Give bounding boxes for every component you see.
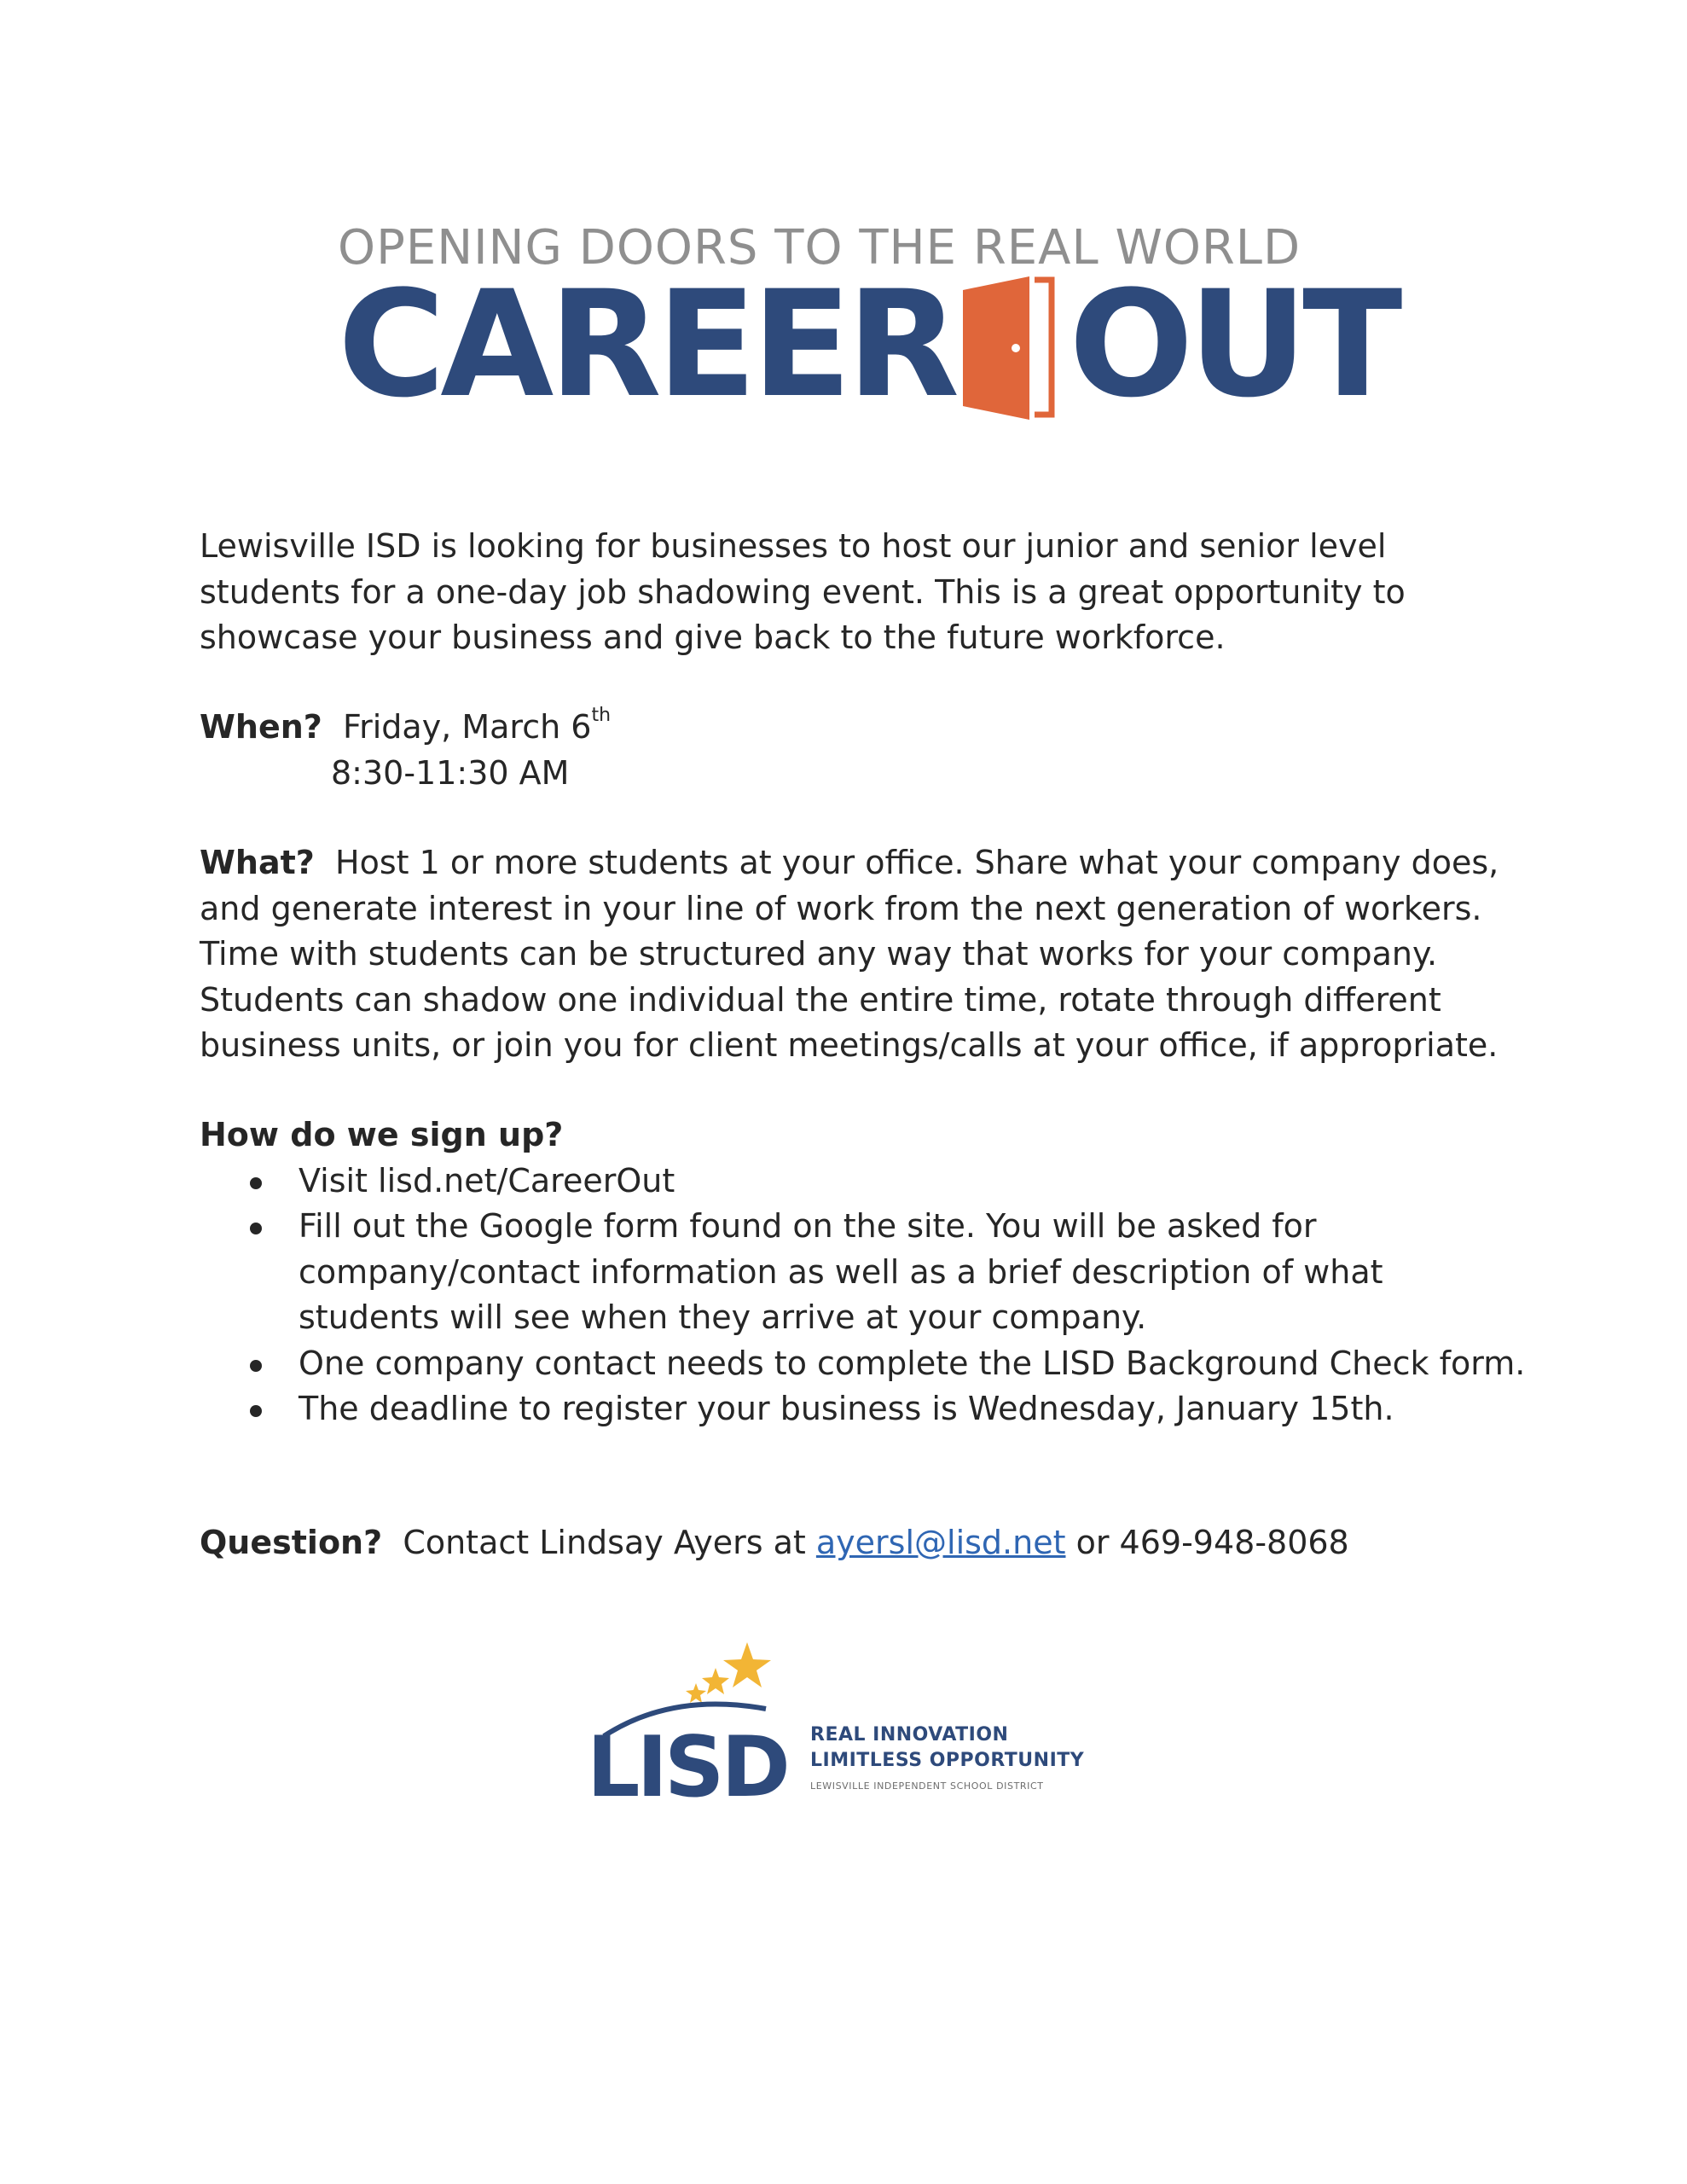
lisd-tagline-2: LIMITLESS OPPORTUNITY [810,1750,1085,1771]
when-time: 8:30-11:30 AM [331,753,570,792]
careerout-logo [338,220,1398,430]
what-label: What? [200,844,315,881]
list-item-text: One company contact needs to complete the LISD Background Check form. [299,1344,1526,1382]
lisd-mark [587,1634,809,1804]
intro-paragraph [200,524,1530,661]
what-section [200,840,1530,1069]
bullet-icon [250,1360,262,1372]
lisd-letters: LISD [587,1719,787,1804]
stars-icon [686,1642,771,1703]
logo-word-career: CAREER [338,258,955,430]
logo-wordmark [338,258,1398,430]
list-item [200,1341,1530,1387]
email-link[interactable]: ayersl@lisd.net [815,1524,1066,1561]
bullet-icon [250,1223,262,1234]
lisd-tagline-1: REAL INNOVATION [810,1724,1009,1745]
signup-section [200,1112,1530,1432]
lisd-logo [587,1634,1099,1804]
question-section [200,1520,1530,1566]
when-label: When? [200,708,322,746]
logo-word-out: OUT [1069,258,1398,430]
list-item [200,1159,1530,1205]
when-date: Friday, March 6 [343,708,592,746]
intro-text: Lewisville ISD is looking for businesses to host our junior and senior level students for a one-day job shadowing event. This is a great opportunity to showcase your business and give back to the future workforce. [200,527,1406,656]
list-item-text: Fill out the Google form found on the site. You will be asked for company/contact information as well as a brief description of what students will see when they arrive at your company. [299,1207,1383,1336]
what-text: Host 1 or more students at your office. Share what your company does, and generate interest in your line of work from the next generation of workers. Time with students can be structured any way that works for your company. Students can shadow one individual the entire time, rotate through different business units, or join you for client meetings/calls at your office, if appropriate. [200,844,1499,1064]
signup-list [200,1159,1530,1432]
question-phone: or 469-948-8068 [1075,1524,1349,1561]
list-item [200,1386,1530,1432]
door-icon [963,275,1062,420]
when-date-suffix: th [591,705,612,726]
list-item-text: Visit lisd.net/CareerOut [299,1161,675,1199]
bullet-icon [250,1405,262,1417]
lisd-district-name: LEWISVILLE INDEPENDENT SCHOOL DISTRICT [810,1780,1044,1792]
bullet-icon [250,1177,262,1189]
question-text: Contact Lindsay Ayers at [403,1524,806,1561]
signup-heading: How do we sign up? [200,1116,564,1153]
list-item-text: The deadline to register your business is Wednesday, January 15th. [299,1390,1394,1427]
logo-tagline: OPENING DOORS TO THE REAL WORLD [338,220,1301,276]
question-label: Question? [200,1524,383,1561]
when-section [200,705,1530,796]
list-item [200,1204,1530,1341]
